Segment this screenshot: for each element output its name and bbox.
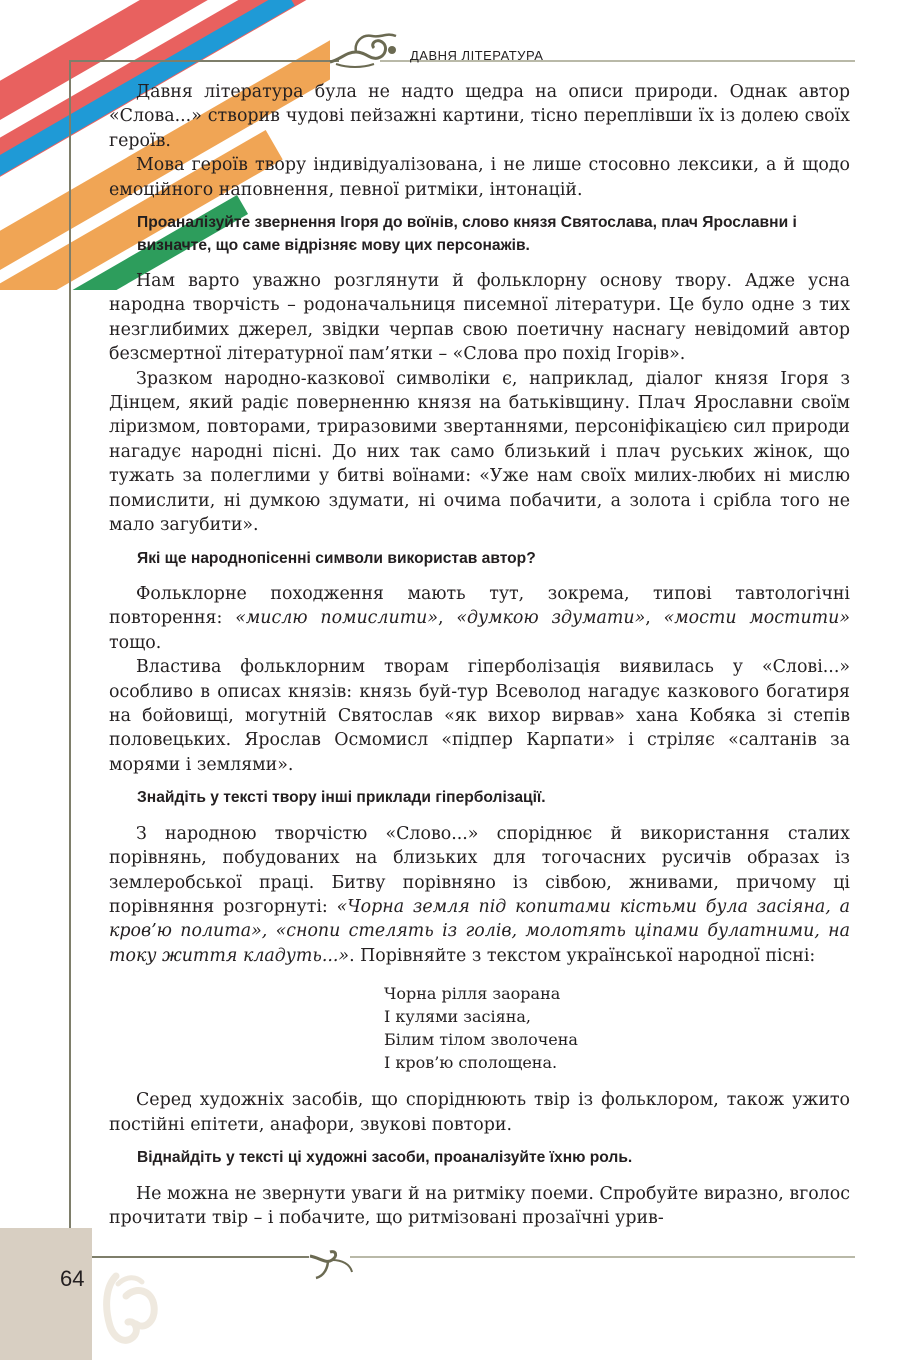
page-frame-bottom-right: [350, 1256, 855, 1258]
poem-line: Білим тілом зволочена: [384, 1030, 578, 1050]
question-3: Знайдіть у тексті твору інші приклади гіперболізації.: [137, 789, 546, 807]
poem-line: Чорна рілля заорана: [384, 984, 561, 1004]
running-head: ДАВНЯ ЛІТЕРАТУРА: [410, 48, 544, 63]
paragraph-2: Мова героїв твору індивідуалізована, і не лише стосовно лексики, а й щодо емоційного наповнення, певної ритміки, інтонацій.: [109, 155, 850, 200]
paragraph-7: [109, 822, 850, 968]
page-body: [109, 80, 850, 1230]
question-4: Віднайдіть у тексті ці художні засоби, проаналізуйте їхню роль.: [137, 1149, 633, 1166]
text-run: З народною творчістю «Слово...» споріднює й використання сталих порівнянь, побудованих на близьких для тогочасних русичів образах із землеробської праці. Битву порівняно із сівбою, жнивами, причому ці порівняння розгорнуті:: [109, 823, 850, 917]
paragraph-3: Нам варто уважно розглянути й фольклорну основу твору. Адже усна народна творчість – родоначальниця писемної літератури. Це було одне з тих незглибимих джерел, звідки черпав свою поетичну наснагу невідомий автор безсмертної літературної пам’ятки – «Слова про похід Ігорів».: [109, 271, 850, 365]
poem-line: І кров’ю сполощена.: [384, 1053, 558, 1073]
question-2: Які ще народнопісенні символи використав автор?: [137, 549, 536, 567]
italic-quote: «мислю помислити»: [235, 608, 439, 629]
page-number: 64: [60, 1266, 85, 1291]
poem-line: І кулями засіяна,: [384, 1007, 531, 1027]
page-frame-top: [69, 60, 339, 62]
flourish-monogram-icon: [96, 1266, 166, 1350]
text-run: тощо.: [109, 632, 162, 653]
paragraph-4: Зразком народно-казкової символіки є, наприклад, діалог князя Ігоря з Дінцем, який радіє поверненню князя на батьківщину. Плач Ярославни своїм ліризмом, повторами, триразовими звертаннями, персоніфікацією сил природи нагадує народні пісні. До них так само близький і плач руських жінок, що тужать за полеглими у битві воїнами: «Уже нам своїх милих-любих ні мислю помислити, ні думкою здумати, ні очима побачити, а золота і срібла того не мало загубити».: [109, 368, 850, 536]
paragraph-9: Не можна не звернути уваги й на ритміку поеми. Спробуйте виразно, вголос прочитати твір – і побачите, що ритмізовані прозаїчні урив-: [109, 1183, 850, 1228]
page-frame-bottom: [69, 1256, 309, 1258]
poem-excerpt: [384, 982, 850, 1074]
text-run: ,: [438, 608, 457, 629]
flourish-ornament-icon: [326, 30, 402, 70]
page-frame-left: [69, 60, 71, 1256]
text-run: . Порівняйте з текстом української народної пісні:: [349, 945, 816, 966]
page-corner-block: [0, 1228, 92, 1360]
text-run: Фольклорне походження мають тут, зокрема, типові тавтологічні повторення:: [109, 584, 850, 629]
text-run: ,: [645, 608, 664, 629]
paragraph-6: Властива фольклорним творам гіперболізація виявилась у «Слові...» особливо в описах князів: князь буй-тур Всеволод нагадує казкового богатиря на бойовищі, могутній Святослав «як вихор вирвав» хана Кобяка зі степів половецьких. Ярослав Осмомисл «підпер Карпати» і стріляє «салтанів за морями і землями».: [109, 657, 850, 775]
question-1: Проаналізуйте звернення Ігоря до воїнів, слово князя Святослава, плач Ярославни і визначте, що саме відрізняє мову цих персонажів.: [137, 214, 797, 254]
paragraph-5: [109, 582, 850, 655]
paragraph-1: Давня література була не надто щедра на описи природи. Однак автор «Слова...» створив чудові пейзажні картини, тісно переплівши їх із долею своїх героїв.: [109, 82, 850, 151]
flourish-ornament-icon: [306, 1246, 356, 1282]
paragraph-8: Серед художніх засобів, що споріднюють твір із фольклором, також ужито постійні епітети, анафори, звукові повтори.: [109, 1090, 850, 1135]
italic-quote: «Чорна земля під копитами кістьми була засіяна, а кров’ю полита», «снопи стелять із голів, молотять ціпами булатними, на току життя кладуть...»: [109, 896, 850, 966]
italic-quote: «мости мостити»: [663, 608, 850, 629]
italic-quote: «думкою здумати»: [456, 608, 646, 629]
